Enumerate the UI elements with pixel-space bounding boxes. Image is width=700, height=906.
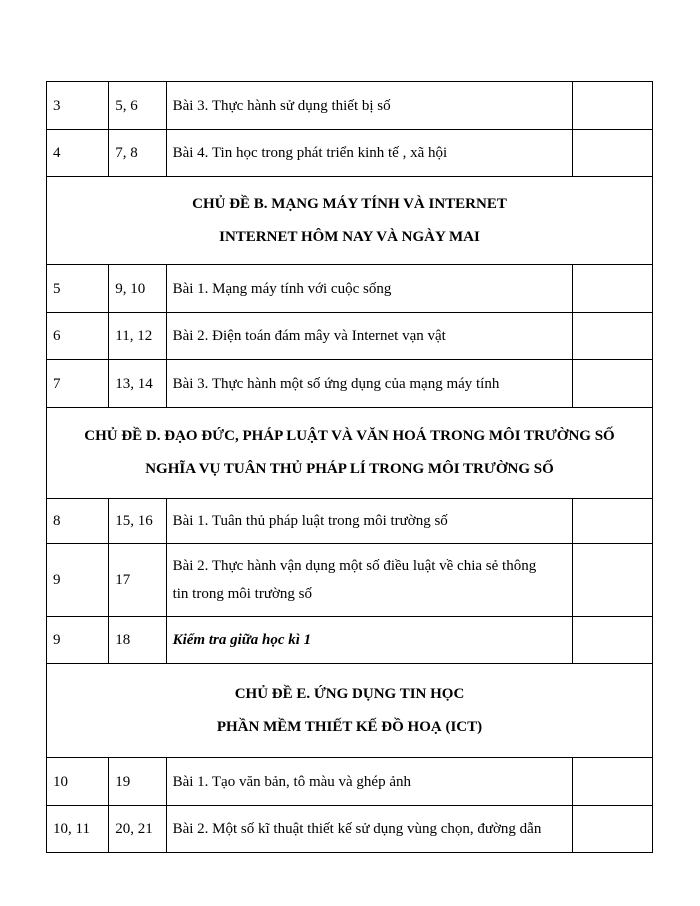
table-row — [47, 617, 653, 664]
topic-header-row — [47, 664, 653, 758]
topic-subtitle: NGHĨA VỤ TUÂN THỦ PHÁP LÍ TRONG MÔI TRƯỜNG SỐ — [145, 461, 554, 477]
table-row — [47, 758, 653, 806]
note-cell — [572, 360, 652, 408]
week-cell: 7 — [47, 360, 109, 408]
lesson-text-line: Bài 2. Thực hành vận dụng một số điều luật về chia sẻ thông — [172, 558, 537, 574]
week-cell: 5 — [47, 265, 109, 313]
week-cell: 4 — [47, 130, 109, 177]
topic-e-heading — [47, 664, 653, 758]
table-row — [47, 130, 653, 177]
lesson-cell: Bài 4. Tin học trong phát triển kinh tế , xã hội — [166, 130, 572, 177]
lesson-cell: Bài 1. Tuân thủ pháp luật trong môi trường số — [166, 499, 572, 544]
note-cell — [572, 544, 652, 617]
note-cell — [572, 499, 652, 544]
lesson-cell: Bài 1. Mạng máy tính với cuộc sống — [166, 265, 572, 313]
note-cell — [572, 130, 652, 177]
period-cell: 19 — [109, 758, 166, 806]
topic-header-row — [47, 177, 653, 265]
week-cell: 9 — [47, 544, 109, 617]
note-cell — [572, 758, 652, 806]
lesson-plan-table — [46, 81, 653, 853]
lesson-cell: Bài 3. Thực hành một số ứng dụng của mạng máy tính — [166, 360, 572, 408]
topic-subtitle: INTERNET HÔM NAY VÀ NGÀY MAI — [219, 228, 480, 245]
topic-d-heading — [47, 408, 653, 499]
lesson-cell — [166, 617, 572, 664]
topic-title: CHỦ ĐỀ E. ỨNG DỤNG TIN HỌC — [234, 685, 465, 702]
period-cell: 7, 8 — [109, 130, 166, 177]
week-cell: 10 — [47, 758, 109, 806]
note-cell — [572, 806, 652, 853]
lesson-cell — [166, 544, 572, 617]
note-cell — [572, 82, 652, 130]
lesson-cell: Bài 2. Một số kĩ thuật thiết kế sử dụng vùng chọn, đường dẫn — [166, 806, 572, 853]
lesson-cell: Bài 3. Thực hành sử dụng thiết bị số — [166, 82, 572, 130]
note-cell — [572, 265, 652, 313]
exam-label: Kiểm tra giữa học kì 1 — [172, 632, 312, 648]
period-cell: 20, 21 — [109, 806, 166, 853]
note-cell — [572, 313, 652, 360]
period-cell: 11, 12 — [109, 313, 166, 360]
week-cell: 10, 11 — [47, 806, 109, 853]
topic-b-heading — [47, 177, 653, 265]
week-cell: 6 — [47, 313, 109, 360]
table-row — [47, 82, 653, 130]
table-row — [47, 499, 653, 544]
week-cell: 8 — [47, 499, 109, 544]
topic-subtitle: PHẦN MỀM THIẾT KẾ ĐỒ HOẠ (ICT) — [216, 718, 483, 735]
topic-header-row — [47, 408, 653, 499]
period-cell: 13, 14 — [109, 360, 166, 408]
table-row — [47, 313, 653, 360]
topic-title: CHỦ ĐỀ D. ĐẠO ĐỨC, PHÁP LUẬT VÀ VĂN HOÁ TRONG MÔI TRƯỜNG SỐ — [84, 428, 615, 444]
topic-title: CHỦ ĐỀ B. MẠNG MÁY TÍNH VÀ INTERNET — [192, 195, 507, 212]
period-cell: 18 — [109, 617, 166, 664]
lesson-text-line: tin trong môi trường số — [172, 586, 312, 602]
table-row — [47, 544, 653, 617]
week-cell: 3 — [47, 82, 109, 130]
table-row — [47, 265, 653, 313]
period-cell: 17 — [109, 544, 166, 617]
week-cell: 9 — [47, 617, 109, 664]
period-cell: 9, 10 — [109, 265, 166, 313]
period-cell: 5, 6 — [109, 82, 166, 130]
table-row — [47, 806, 653, 853]
table-row — [47, 360, 653, 408]
lesson-cell: Bài 1. Tạo văn bản, tô màu và ghép ảnh — [166, 758, 572, 806]
period-cell: 15, 16 — [109, 499, 166, 544]
lesson-cell: Bài 2. Điện toán đám mây và Internet vạn vật — [166, 313, 572, 360]
note-cell — [572, 617, 652, 664]
